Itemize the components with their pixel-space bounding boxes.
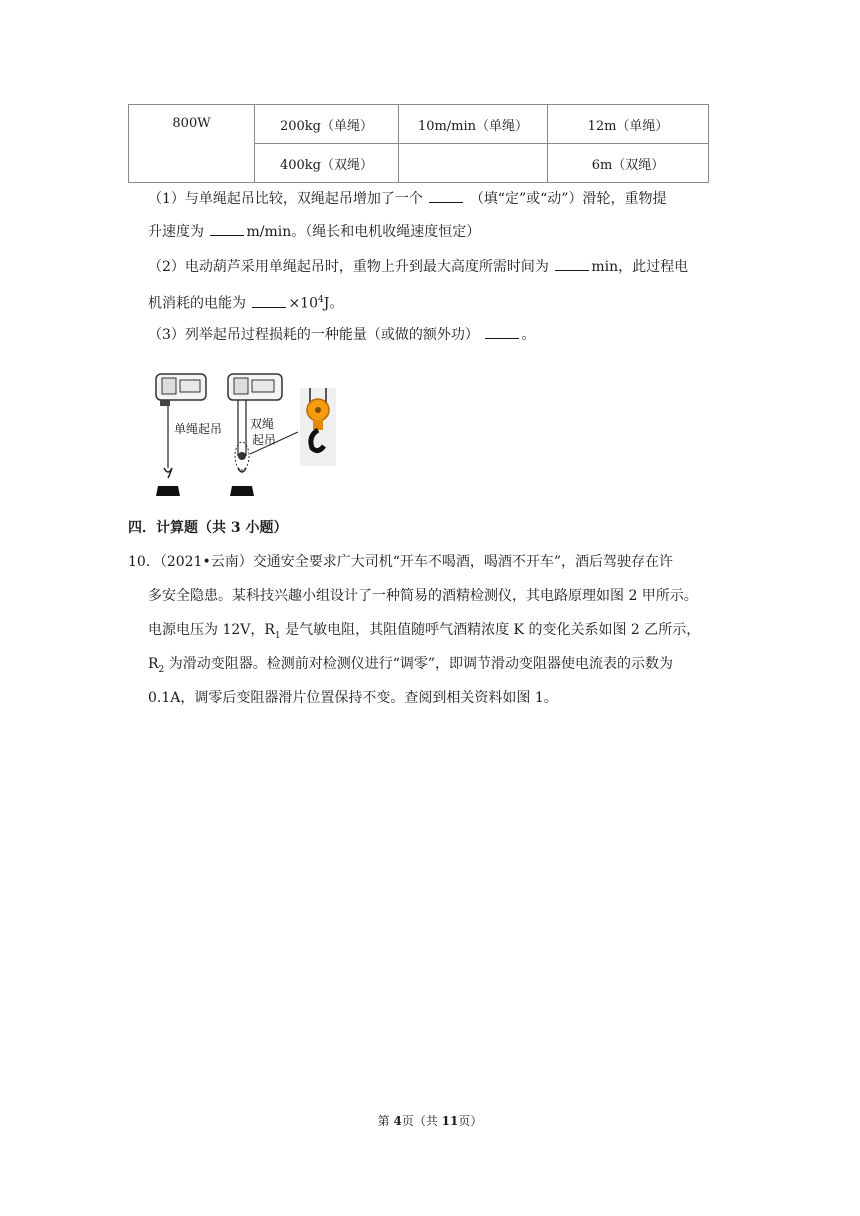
label-double-rope-2: 起吊: [252, 433, 277, 447]
page-number: 4: [393, 1114, 402, 1128]
hoist-figure: [150, 364, 340, 500]
label-single-rope: 单绳起吊: [174, 422, 223, 436]
problem-text: 是气敏电阻，其阻值随呼气酒精浓度 K 的变化关系如图 2 乙所示，: [280, 622, 701, 638]
question-text: （1）与单绳起吊比较，双绳起吊增加了一个: [148, 191, 423, 207]
table-row: [129, 105, 709, 144]
question-text: min，此过程电: [591, 259, 689, 275]
answer-blank[interactable]: [485, 324, 519, 339]
table-cell-speed-single: 10m/min（单绳）: [399, 105, 548, 144]
page-footer: [0, 1112, 860, 1129]
question-1-line-2: [148, 221, 480, 242]
problem-text: 电源电压为 12V，R: [148, 622, 275, 638]
label-double-rope-1: 双绳: [250, 417, 275, 431]
answer-blank[interactable]: [555, 256, 589, 271]
pulley-photo-icon: [300, 388, 336, 466]
exponent: 4: [318, 295, 324, 305]
table-cell-load-single: 200kg（单绳）: [255, 105, 399, 144]
question-3-line-1: [148, 324, 535, 345]
problem-10-line-4: [148, 654, 673, 680]
question-text: 。: [521, 327, 536, 343]
problem-text: R: [148, 656, 159, 672]
page-total: 11: [441, 1114, 459, 1128]
question-text: m/min。（绳长和电机收绳速度恒定）: [246, 224, 481, 240]
spec-table: [128, 104, 709, 183]
problem-10-line-3: [148, 620, 700, 646]
footer-text: 第: [377, 1114, 394, 1128]
answer-blank[interactable]: [252, 293, 286, 308]
footer-text: 页（共: [401, 1114, 442, 1128]
question-text: 升速度为: [148, 224, 204, 240]
section-heading: 四．计算题（共 3 小题）: [128, 520, 288, 536]
table-cell-height-single: 12m（单绳）: [548, 105, 709, 144]
question-text: 机消耗的电能为: [148, 295, 246, 312]
problem-10-line-5: 0.1A，调零后变阻器滑片位置保持不变。查阅到相关资料如图 1。: [148, 690, 558, 706]
table-cell-load-double: 400kg（双绳）: [255, 144, 399, 183]
answer-blank[interactable]: [429, 188, 463, 203]
question-text: （2）电动葫芦采用单绳起吊时，重物上升到最大高度所需时间为: [148, 259, 549, 275]
subscript: 1: [274, 630, 281, 641]
answer-blank[interactable]: [210, 221, 244, 236]
question-text: （填“定”或“动”）滑轮，重物提: [469, 191, 667, 207]
question-2-line-2: [148, 290, 343, 314]
problem-10-line-1: [128, 552, 673, 572]
subscript: 2: [158, 664, 165, 675]
question-text: ×10: [288, 295, 318, 312]
problem-number: 10．: [128, 554, 160, 570]
question-text: J。: [323, 295, 344, 312]
question-2-line-1: [148, 256, 688, 277]
footer-text: 页）: [458, 1114, 483, 1128]
question-text: （3）列举起吊过程损耗的一种能量（或做的额外功）: [148, 327, 479, 343]
table-cell-speed-double: [399, 144, 548, 183]
problem-10-line-2: 多安全隐患。某科技兴趣小组设计了一种简易的酒精检测仪，其电路原理如图 2 甲所示。: [148, 588, 698, 604]
question-1-line-1: [148, 188, 666, 209]
problem-text: 为滑动变阻器。检测前对检测仪进行“调零”，即调节滑动变阻器使电流表的示数为: [164, 656, 674, 672]
table-cell-power: 800W: [129, 105, 255, 183]
table-cell-height-double: 6m（双绳）: [548, 144, 709, 183]
problem-text: （2021•云南）交通安全要求广大司机“开车不喝酒，喝酒不开车”，酒后驾驶存在许: [159, 554, 674, 570]
